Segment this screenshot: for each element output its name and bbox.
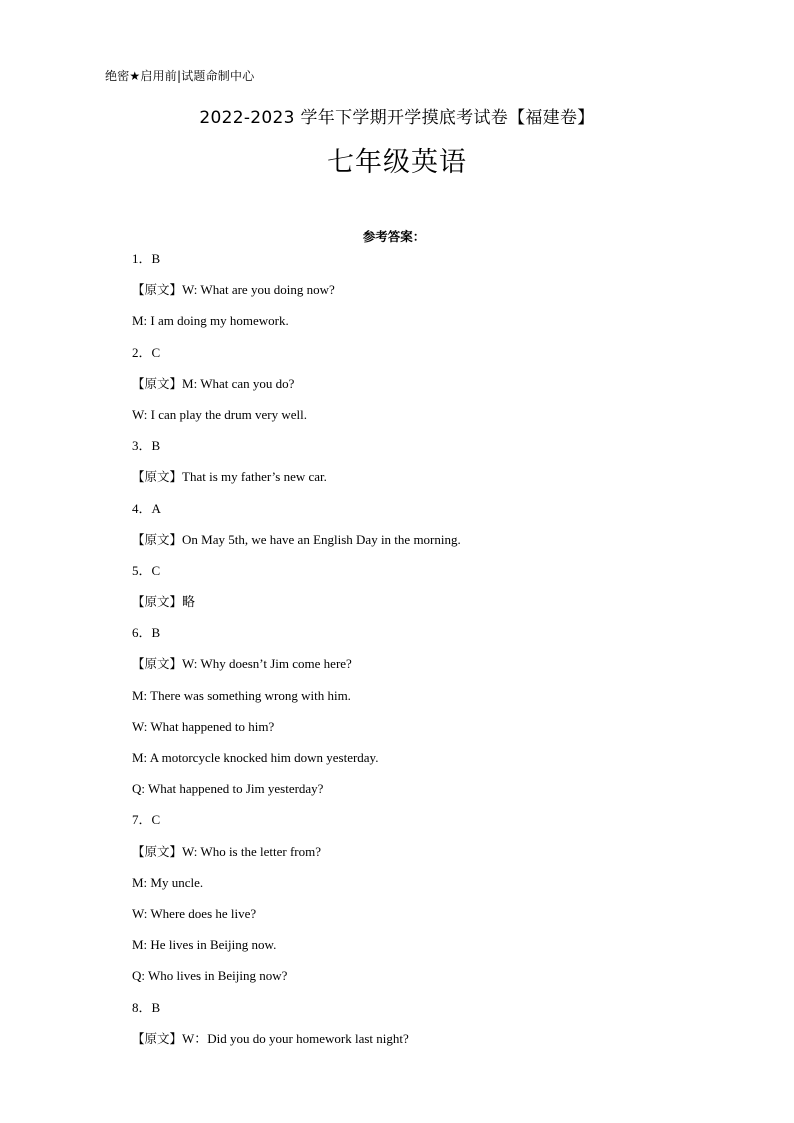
confidential-label: 绝密★启用前|试题命制中心	[105, 69, 255, 83]
transcript-text: On May 5th, we have an English Day in the morning.	[182, 531, 461, 547]
transcript-text: W: Why doesn’t Jim come here?	[182, 656, 352, 672]
transcript-text: Q: Who lives in Beijing now?	[132, 968, 288, 984]
transcript-line	[132, 312, 752, 343]
transcript-line	[132, 406, 752, 437]
transcript-text: M: My uncle.	[132, 874, 204, 890]
answer-number: 2．C	[132, 344, 161, 360]
transcript-line	[132, 843, 752, 874]
transcript-text: M: What can you do?	[182, 375, 295, 391]
transcript-line	[132, 468, 752, 499]
answer-number: 7．C	[132, 812, 161, 828]
original-text-tag: 【原文】	[132, 531, 183, 547]
subject-title: 七年级英语	[327, 147, 467, 178]
answer-number: 6．B	[132, 625, 161, 641]
exam-title: 2022-2023 学年下学期开学摸底考试卷【福建卷】	[199, 108, 595, 128]
transcript-line	[132, 375, 752, 406]
transcript-text: W: Who is the letter from?	[182, 843, 321, 859]
original-text-tag: 【原文】	[132, 843, 183, 859]
transcript-line	[132, 687, 752, 718]
transcript-text: Q: What happened to Jim yesterday?	[132, 781, 324, 797]
transcript-line	[132, 936, 752, 967]
transcript-line	[132, 593, 752, 624]
transcript-line	[132, 1030, 752, 1061]
transcript-line	[132, 780, 752, 811]
original-text-tag: 【原文】	[132, 594, 183, 610]
original-text-tag: 【原文】	[132, 469, 183, 485]
transcript-text: 略	[182, 594, 196, 610]
answer-number: 5．C	[132, 562, 161, 578]
transcript-line	[132, 655, 752, 686]
answers-heading: 参考答案：	[362, 229, 426, 244]
answer-number: 3．B	[132, 438, 161, 454]
transcript-text: M: A motorcycle knocked him down yesterday.	[132, 750, 379, 765]
transcript-text: W: What happened to him?	[132, 718, 275, 734]
transcript-line	[132, 718, 752, 749]
transcript-line	[132, 749, 752, 780]
answer-list	[132, 250, 752, 1061]
transcript-line	[132, 905, 752, 936]
transcript-line	[132, 281, 752, 312]
transcript-text: W：Did you do your homework last night?	[182, 1030, 409, 1046]
original-text-tag: 【原文】	[132, 375, 183, 391]
transcript-text: M: He lives in Beijing now.	[132, 937, 277, 953]
answer-number: 8．B	[132, 999, 161, 1015]
original-text-tag: 【原文】	[132, 656, 183, 672]
original-text-tag: 【原文】	[132, 282, 183, 298]
transcript-line	[132, 967, 752, 998]
transcript-line	[132, 874, 752, 905]
transcript-text: W: Where does he live?	[132, 905, 257, 921]
answer-number: 4．A	[132, 500, 161, 516]
answer-number: 1．B	[132, 251, 161, 266]
original-text-tag: 【原文】	[132, 1030, 183, 1046]
transcript-text: M: There was something wrong with him.	[132, 687, 351, 703]
transcript-text: M: I am doing my homework.	[132, 313, 289, 329]
transcript-text: W: What are you doing now?	[182, 282, 335, 298]
transcript-text: That is my father’s new car.	[182, 469, 327, 485]
transcript-text: W: I can play the drum very well.	[132, 406, 307, 422]
transcript-line	[132, 531, 752, 562]
